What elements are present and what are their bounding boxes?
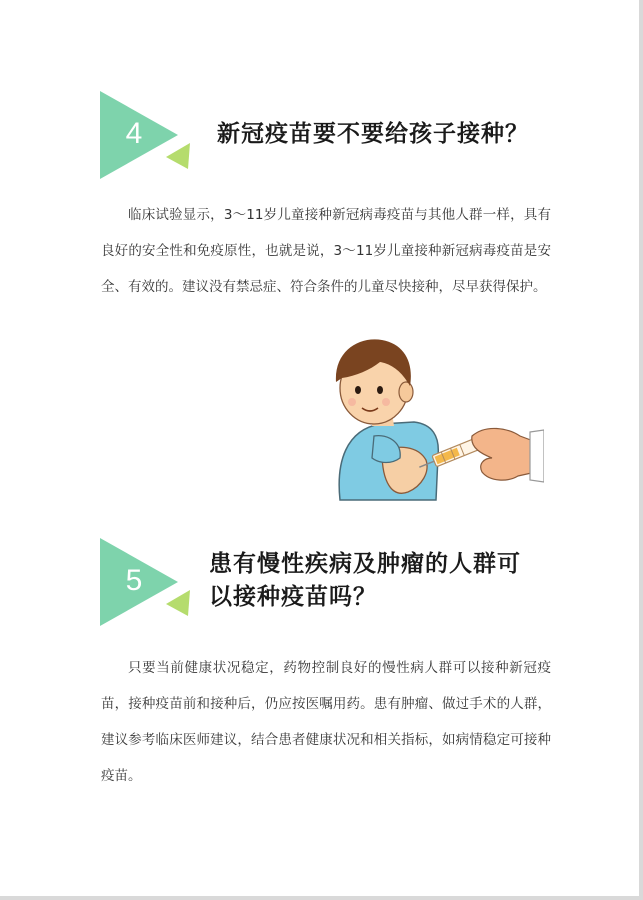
page-edge-bottom xyxy=(0,896,643,900)
child-vaccination-illustration xyxy=(322,332,544,504)
section-paragraph: 临床试验显示，3～11岁儿童接种新冠病毒疫苗与其他人群一样，具有良好的安全性和免疫原性，也就是说，3～11岁儿童接种新冠病毒疫苗是安全、有效的。建议没有禁忌症、符合条件的儿童尽快接种，尽早获得保护。 xyxy=(101,207,551,295)
child-vaccination-icon xyxy=(322,332,544,504)
page-edge-right xyxy=(639,0,643,900)
section-title-line: 以接种疫苗吗？ xyxy=(209,584,377,610)
section-number: 5 xyxy=(125,564,143,597)
section-title xyxy=(209,548,521,614)
section-number: 4 xyxy=(125,117,143,150)
section-title-line: 新冠疫苗要不要给孩子接种？ xyxy=(217,121,529,147)
section-number-badge xyxy=(100,91,190,181)
section-number-badge xyxy=(100,538,190,628)
section-title xyxy=(217,118,529,151)
section-paragraph: 只要当前健康状况稳定，药物控制良好的慢性病人群可以接种新冠疫苗，接种疫苗前和接种后，仍应按医嘱用药。患有肿瘤、做过手术的人群，建议参考临床医师建议，结合患者健康状况和相关指标，如病情稳定可接种疫苗。 xyxy=(101,660,551,784)
section-title-line: 患有慢性疾病及肿瘤的人群可 xyxy=(209,551,521,577)
